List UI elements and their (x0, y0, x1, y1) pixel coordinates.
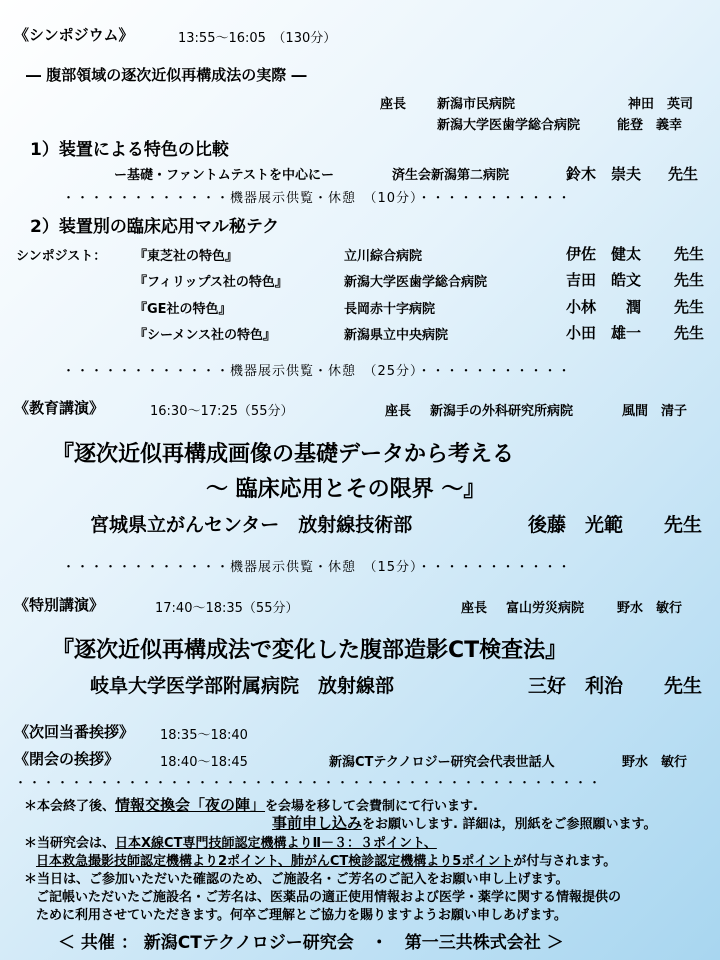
part1-subtitle: ー基礎・ファントムテストを中心にー (114, 168, 334, 183)
education-title-line1: 『逐次近似再構成画像の基礎データから考える (52, 442, 515, 467)
honorific: 先生 (674, 245, 705, 263)
special-chair-name: 野水 敏行 (617, 601, 683, 616)
chair2-institution: 新潟大学医歯学総合病院 (437, 118, 581, 133)
education-title-line2: 〜 臨床応用とその限界 〜』 (206, 477, 486, 502)
talk-institution: 新潟県立中央病院 (344, 328, 449, 343)
note2-tail: が付与されます。 (513, 854, 617, 869)
note1-prefix: ＊本会終了後、 (24, 799, 116, 814)
chair-label: 座長 (385, 404, 412, 419)
chair1-institution: 新潟市民病院 (437, 97, 516, 112)
note3-line2: ご記帳いただいたご施設名・ご芳名は、医薬品の適正使用情報および医学・薬学に関する情報提供の (36, 890, 622, 905)
closing-name: 野水 敏行 (622, 755, 688, 770)
part1-speaker: 鈴木 崇夫 (566, 165, 642, 183)
note1-registration: 事前申し込み (272, 814, 363, 832)
note1-event-name: 情報交換会「夜の陣」 (115, 796, 266, 814)
special-speaker: 三好 利治 (528, 675, 624, 697)
talk-title: 『シーメンス社の特色』 (134, 328, 276, 343)
education-speaker: 後藤 光範 (528, 514, 624, 536)
separator: ・・・・・・・・・・・・・・・・・・・・・・・・・・・・・・・・・・・・・・・・・・ (14, 776, 603, 791)
closing-time: 18:40〜18:45 (160, 755, 248, 770)
next-greeting-time: 18:35〜18:40 (160, 728, 248, 743)
chair-label: 座長 (380, 97, 407, 112)
chair1-name: 神田 英司 (628, 97, 694, 112)
next-greeting-label: 《次回当番挨拶》 (14, 723, 135, 741)
honorific: 先生 (668, 165, 699, 183)
note1-line2 (272, 812, 656, 833)
note1-tail: をお願いします. 詳細は，別紙をご参照願います。 (362, 817, 657, 832)
special-speaker-institution: 岐阜大学医学部附属病院 放射線部 (90, 675, 395, 697)
education-label: 《教育講演》 (14, 399, 105, 417)
education-time: 16:30〜17:25（55分） (150, 404, 294, 419)
chair-label: 座長 (461, 601, 488, 616)
talk-speaker: 小林 潤 (566, 298, 642, 316)
symposist-label: シンポジスト： (16, 249, 107, 264)
part1-title: 1）装置による特色の比較 (30, 140, 229, 160)
closing-org: 新潟CTテクノロジー研究会代表世話人 (329, 755, 555, 770)
note2-points-2: 日本救急撮影技師認定機構より2ポイント、肺がんCT検診認定機構より5ポイント (36, 854, 514, 869)
symposium-label: 《シンポジウム》 (14, 26, 134, 44)
honorific: 先生 (674, 271, 705, 289)
education-speaker-institution: 宮城県立がんセンター 放射線技術部 (90, 514, 413, 536)
break-1: ・・・・・・・・・・・・機器展示供覧・休憩 （10分）・・・・・・・・・・・ (62, 191, 572, 206)
special-title: 『逐次近似再構成法で変化した腹部造影CT検査法』 (52, 638, 568, 663)
special-label: 《特別講演》 (14, 596, 105, 614)
note3-line1: ＊当日は、ご参加いただいた確認のため、ご施設名・ご芳名のご記入をお願い申し上げます。 (24, 872, 569, 887)
education-chair-institution: 新潟手の外科研究所病院 (430, 404, 574, 419)
honorific: 先生 (674, 298, 705, 316)
part2-title: 2）装置別の臨床応用マル秘テク (30, 217, 280, 237)
symposium-time: 13:55〜16:05 （130分） (178, 31, 337, 46)
talk-institution: 立川綜合病院 (344, 249, 423, 264)
note2-line1 (24, 832, 437, 851)
education-chair-name: 風間 清子 (622, 404, 688, 419)
note2-line2 (36, 850, 616, 869)
note2-prefix: ＊当研究会は、 (24, 836, 116, 851)
honorific: 先生 (664, 675, 703, 697)
note3-line3: ために利用させていただきます。何卒ご理解とご協力を賜りますようお願い申しあげます。 (36, 908, 567, 923)
talk-speaker: 伊佐 健太 (566, 245, 642, 263)
break-3: ・・・・・・・・・・・・機器展示供覧・休憩 （15分）・・・・・・・・・・・ (62, 560, 572, 575)
talk-title: 『フィリップス社の特色』 (134, 275, 288, 290)
talk-speaker: 吉田 皓文 (566, 271, 642, 289)
symposium-title: ― 腹部領域の逐次近似再構成法の実際 ― (26, 66, 307, 84)
note2-points-1: 日本X線CT専門技師認定機構よりⅡ－３：３ポイント、 (115, 836, 437, 851)
special-chair-institution: 富山労災病院 (506, 601, 585, 616)
talk-title: 『東芝社の特色』 (134, 249, 239, 264)
note1-text: を会場を移して会費制にて行います. (265, 799, 478, 814)
part1-institution: 済生会新潟第二病院 (392, 168, 510, 183)
talk-institution: 新潟大学医歯学総合病院 (344, 275, 488, 290)
closing-label: 《閉会の挨拶》 (14, 750, 120, 768)
talk-title: 『GE社の特色』 (134, 302, 232, 317)
honorific: 先生 (664, 514, 703, 536)
talk-institution: 長岡赤十字病院 (344, 302, 436, 317)
honorific: 先生 (674, 324, 705, 342)
footer-cosponsors: ＜ 共催 ： 新潟CTテクノロジー研究会 ・ 第一三共株式会社 ＞ (58, 933, 564, 953)
special-time: 17:40〜18:35（55分） (155, 601, 299, 616)
break-2: ・・・・・・・・・・・・機器展示供覧・休憩 （25分）・・・・・・・・・・・ (62, 364, 572, 379)
talk-speaker: 小田 雄一 (566, 324, 642, 342)
chair2-name: 能登 義幸 (617, 118, 683, 133)
